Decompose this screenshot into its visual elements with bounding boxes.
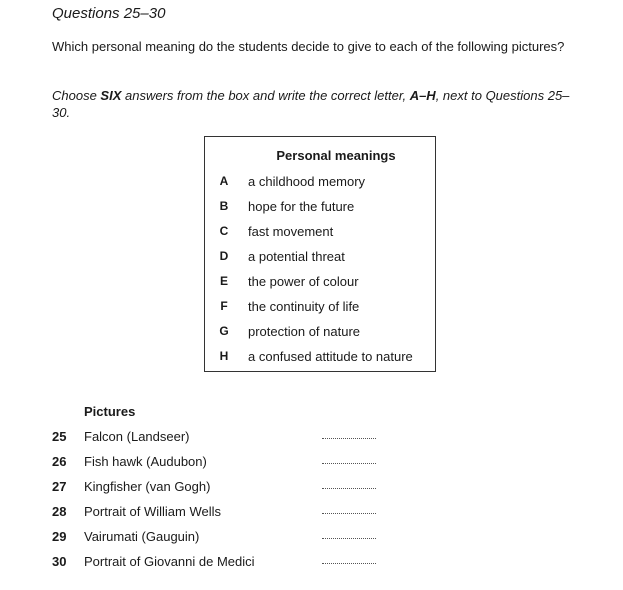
option-text: protection of nature: [248, 324, 361, 339]
question-number: 28: [52, 504, 67, 519]
answer-blank[interactable]: [322, 513, 376, 514]
personal-meanings-title: Personal meanings: [276, 148, 396, 163]
option-text: a confused attitude to nature: [248, 349, 413, 364]
option-letter: G: [219, 324, 229, 338]
picture-name: Falcon (Landseer): [84, 429, 190, 444]
picture-name: Fish hawk (Audubon): [84, 454, 207, 469]
answer-blank[interactable]: [322, 538, 376, 539]
question-row-27: [0, 479, 623, 495]
option-letter: H: [219, 349, 229, 363]
question-text: Which personal meaning do the students decide to give to each of the following pictures?: [52, 39, 565, 54]
meaning-option-b: [205, 199, 437, 215]
option-text: a childhood memory: [248, 174, 366, 189]
option-text: fast movement: [248, 224, 334, 239]
question-row-28: [0, 504, 623, 520]
meaning-option-c: [205, 224, 437, 240]
question-number: 29: [52, 529, 67, 544]
picture-name: Vairumati (Gauguin): [84, 529, 200, 544]
option-letter: D: [219, 249, 229, 263]
question-number: 30: [52, 554, 67, 569]
answer-blank[interactable]: [322, 438, 376, 439]
pictures-title: Pictures: [84, 404, 136, 419]
meaning-option-a: [205, 174, 437, 190]
question-row-29: [0, 529, 623, 545]
meaning-option-f: [205, 299, 437, 315]
question-row-30: [0, 554, 623, 570]
answer-blank[interactable]: [322, 463, 376, 464]
question-number: 25: [52, 429, 67, 444]
meaning-option-h: [205, 349, 437, 365]
personal-meanings-box: [204, 136, 436, 372]
question-row-26: [0, 454, 623, 470]
option-letter: F: [220, 299, 228, 313]
meaning-option-e: [205, 274, 437, 290]
option-letter: C: [219, 224, 229, 238]
answer-blank[interactable]: [322, 488, 376, 489]
picture-name: Kingfisher (van Gogh): [84, 479, 211, 494]
question-number: 27: [52, 479, 67, 494]
section-heading: Questions 25–30: [52, 5, 166, 22]
option-letter: B: [219, 199, 229, 213]
question-number: 26: [52, 454, 67, 469]
instruction-range: A–H: [409, 88, 436, 103]
meaning-option-d: [205, 249, 437, 265]
instruction-middle: answers from the box and write the correct letter,: [121, 88, 410, 103]
question-row-25: [0, 429, 623, 445]
option-text: hope for the future: [248, 199, 355, 214]
option-text: the power of colour: [248, 274, 359, 289]
instruction-suffix: , next to Questions 25–30.: [52, 88, 570, 120]
option-letter: E: [219, 274, 228, 288]
instruction-prefix: Choose: [52, 88, 101, 103]
instruction-count: SIX: [100, 88, 122, 103]
option-letter: A: [219, 174, 229, 188]
meaning-option-g: [205, 324, 437, 340]
instruction-text: [52, 87, 572, 121]
option-text: the continuity of life: [248, 299, 360, 314]
picture-name: Portrait of Giovanni de Medici: [84, 554, 255, 569]
picture-name: Portrait of William Wells: [84, 504, 222, 519]
option-text: a potential threat: [248, 249, 345, 264]
answer-blank[interactable]: [322, 563, 376, 564]
